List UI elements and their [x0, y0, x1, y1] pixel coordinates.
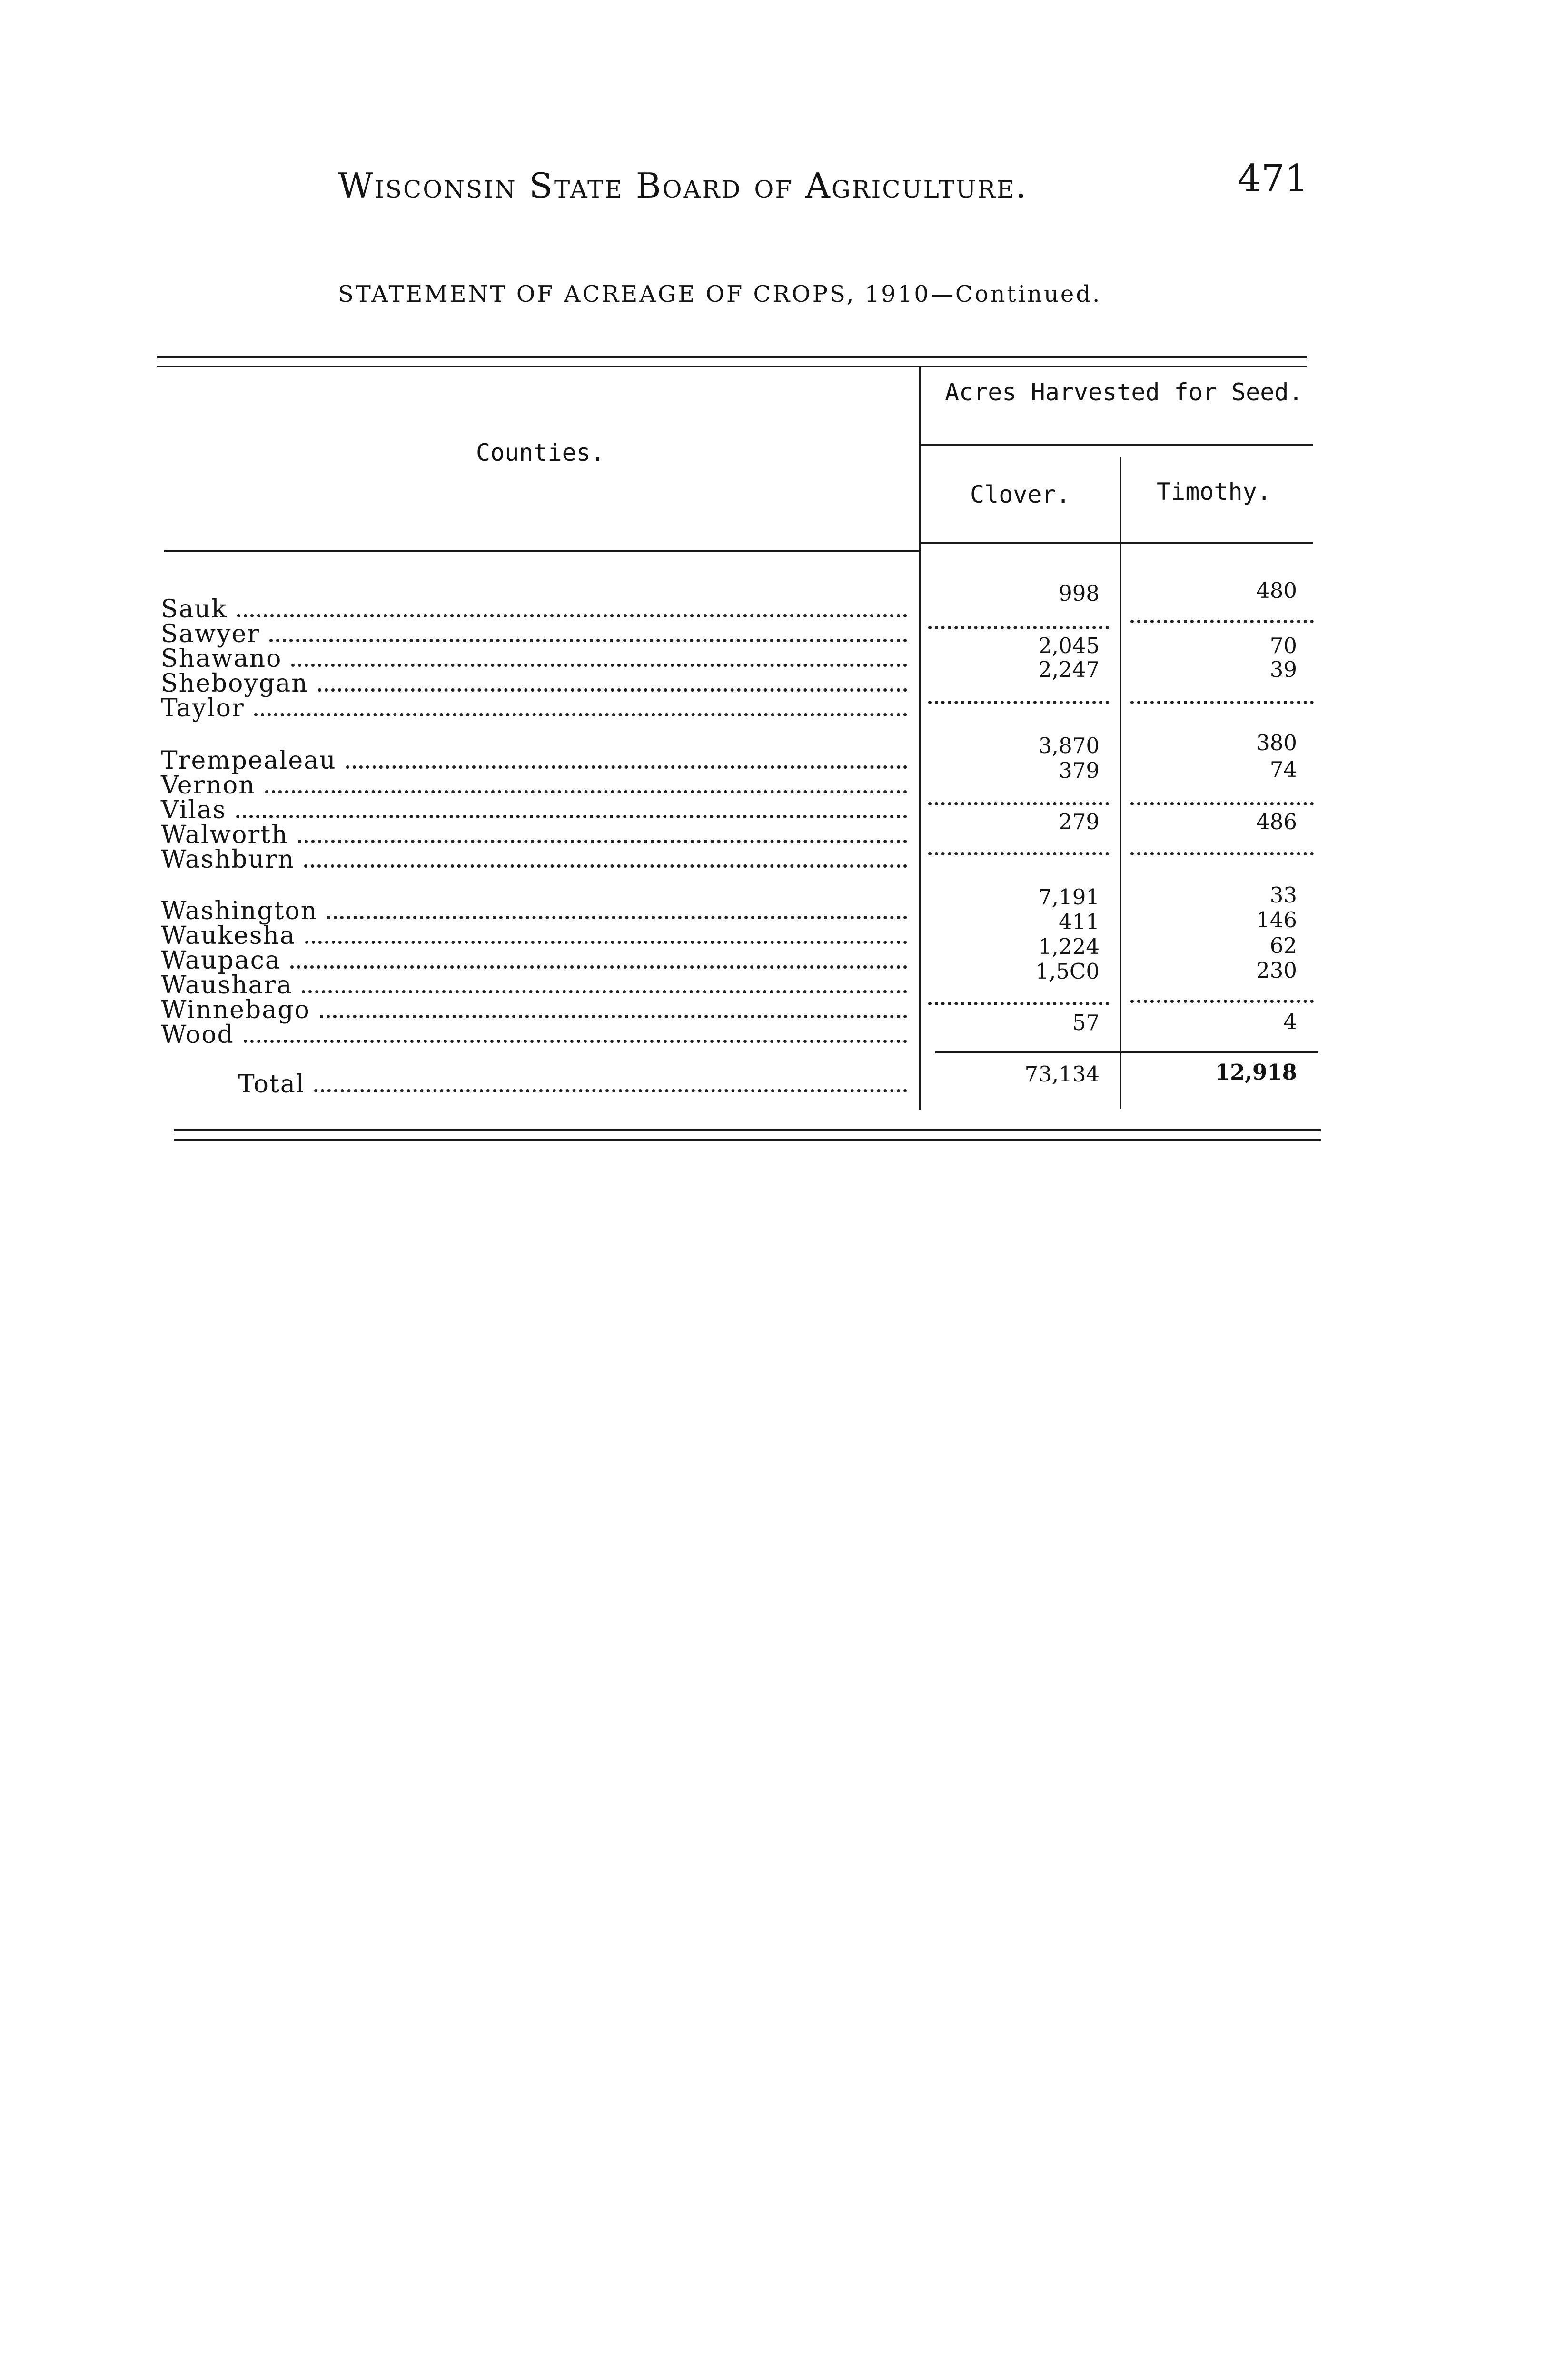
- dot-leader: [290, 965, 907, 969]
- total-label: Total: [238, 1070, 305, 1099]
- total-timothy: 12,918: [1215, 1060, 1297, 1085]
- timothy-value: 380: [1256, 730, 1297, 755]
- dot-leader: [236, 815, 907, 818]
- timothy-value: 74: [1269, 757, 1297, 782]
- timothy-value: 62: [1269, 933, 1297, 958]
- page-number: 471: [1238, 157, 1308, 200]
- county-name: Walworth: [161, 821, 288, 849]
- clover-value: 57: [1072, 1010, 1100, 1035]
- clover-value: 7,191: [1038, 884, 1100, 910]
- county-name: Sawyer: [161, 620, 260, 648]
- county-name: Washburn: [161, 845, 295, 874]
- table-row: [161, 595, 913, 624]
- header-divider-left: [919, 367, 921, 1110]
- total-rule: [935, 1051, 1318, 1053]
- dot-leader: [304, 864, 907, 868]
- dot-leader: [291, 664, 907, 667]
- bottom-rule-1: [174, 1129, 1321, 1131]
- county-name: Washington: [161, 897, 318, 925]
- top-rule-1: [157, 356, 1307, 358]
- timothy-value: 230: [1256, 958, 1297, 983]
- timothy-value: 4: [1283, 1009, 1297, 1034]
- timothy-empty-dots: [1130, 620, 1314, 623]
- timothy-value: 486: [1256, 809, 1297, 834]
- total-row: [238, 1070, 913, 1099]
- table-row: [161, 897, 913, 925]
- timothy-value: 146: [1256, 907, 1297, 932]
- dot-leader: [302, 990, 907, 993]
- county-name: Waushara: [161, 971, 293, 1000]
- header-bottom-rule-counties: [164, 550, 919, 552]
- table-row: [161, 821, 913, 849]
- group-header: Acres Harvested for Seed.: [945, 378, 1303, 406]
- table-row: [161, 771, 913, 800]
- county-name: Waukesha: [161, 922, 296, 950]
- clover-value: 998: [1059, 581, 1100, 606]
- dot-leader: [269, 639, 907, 642]
- clover-empty-dots: [928, 626, 1109, 629]
- county-name: Vernon: [161, 771, 256, 800]
- clover-value: 379: [1059, 758, 1100, 783]
- clover-empty-dots: [928, 1002, 1109, 1005]
- table-row: [161, 796, 913, 824]
- running-header-text: Wisconsin State Board of Agriculture.: [338, 166, 1028, 206]
- timothy-value: 480: [1256, 578, 1297, 603]
- clover-timothy-divider: [1120, 457, 1121, 1109]
- county-name: Sheboygan: [161, 669, 308, 698]
- county-name: Vilas: [161, 796, 227, 824]
- table-row: [161, 1021, 913, 1049]
- timothy-empty-dots: [1130, 1000, 1314, 1003]
- county-name: Waupaca: [161, 946, 281, 975]
- dot-leader: [237, 614, 907, 617]
- bottom-rule-2: [174, 1139, 1321, 1141]
- table-row: [161, 620, 913, 648]
- clover-value: 3,870: [1038, 733, 1100, 758]
- counties-header: Counties.: [476, 439, 605, 466]
- clover-empty-dots: [928, 802, 1109, 805]
- clover-value: 2,045: [1038, 633, 1100, 658]
- table-row: [161, 645, 913, 673]
- table-row: [161, 669, 913, 698]
- top-rule-2: [157, 366, 1307, 367]
- county-name: Taylor: [161, 694, 245, 723]
- clover-value: 279: [1059, 809, 1100, 834]
- total-clover: 73,134: [1024, 1061, 1100, 1087]
- dot-leader: [305, 941, 907, 944]
- dot-leader: [298, 840, 907, 843]
- group-header-rule: [921, 444, 1313, 446]
- table-row: [161, 922, 913, 950]
- clover-value: 2,247: [1038, 657, 1100, 682]
- dot-leader: [327, 916, 907, 919]
- clover-header: Clover.: [970, 481, 1070, 508]
- timothy-value: 33: [1269, 883, 1297, 908]
- timothy-value: 39: [1269, 657, 1297, 682]
- header-bottom-rule-numbers: [921, 542, 1313, 544]
- table-row: [161, 946, 913, 975]
- county-name: Shawano: [161, 645, 282, 673]
- table-title: STATEMENT OF ACREAGE OF CROPS, 1910—Continued.: [338, 281, 1102, 307]
- timothy-value: 70: [1269, 633, 1297, 658]
- timothy-header: Timothy.: [1157, 478, 1271, 506]
- dot-leader: [244, 1040, 907, 1043]
- dot-leader: [314, 1089, 907, 1092]
- table-row: [161, 694, 913, 723]
- dot-leader: [346, 765, 907, 769]
- clover-empty-dots: [928, 701, 1109, 704]
- dot-leader: [265, 790, 907, 793]
- clover-value: 1,5C0: [1035, 959, 1100, 984]
- county-name: Winnebago: [161, 996, 310, 1024]
- timothy-empty-dots: [1130, 852, 1314, 855]
- table-row: [161, 971, 913, 1000]
- clover-empty-dots: [928, 852, 1109, 855]
- county-name: Trempealeau: [161, 746, 337, 775]
- dot-leader: [254, 713, 907, 716]
- clover-value: 411: [1059, 909, 1100, 934]
- timothy-empty-dots: [1130, 701, 1314, 704]
- dot-leader: [320, 1015, 907, 1018]
- county-name: Wood: [161, 1021, 234, 1049]
- table-row: [161, 746, 913, 775]
- timothy-empty-dots: [1130, 802, 1314, 805]
- clover-value: 1,224: [1038, 934, 1100, 959]
- county-name: Sauk: [161, 595, 228, 624]
- table-row: [161, 996, 913, 1024]
- dot-leader: [318, 688, 907, 692]
- running-header-title: [338, 166, 1028, 206]
- table-row: [161, 845, 913, 874]
